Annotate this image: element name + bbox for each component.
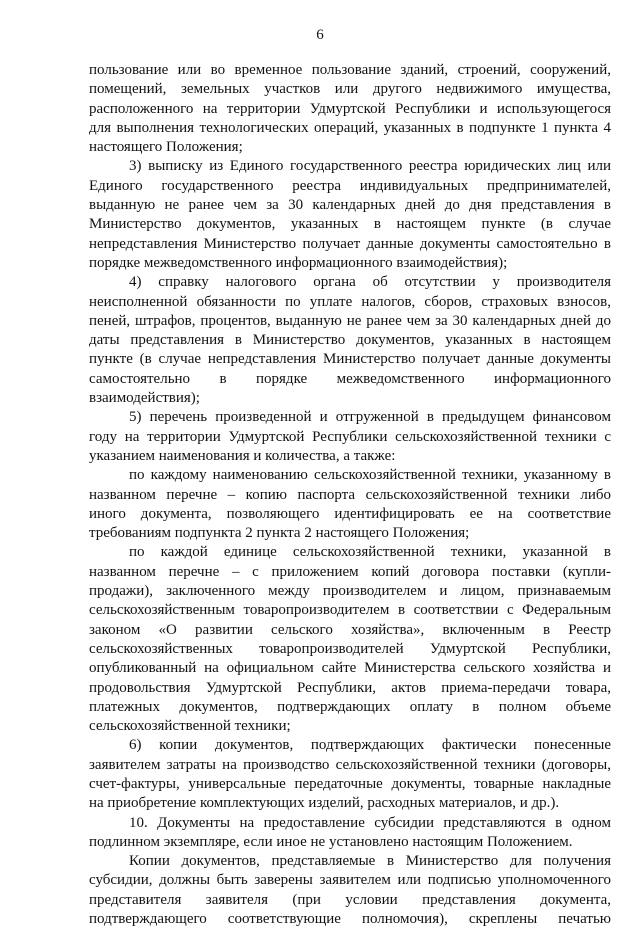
text-line: выданную не ранее чем за 30 календарных дней до дня представления в bbox=[89, 197, 611, 214]
text-line: пункте (в случае непредставления Министерство получает данные документы bbox=[89, 351, 611, 368]
text-line: 4) справку налогового органа об отсутствии у производителя bbox=[129, 274, 611, 291]
text-line: пеней, штрафов, процентов, выданную не ранее чем за 30 календарных дней до bbox=[89, 312, 611, 329]
text-line: продажи), заключенного между производителем и лицом, признаваемым bbox=[89, 583, 611, 600]
text-line: 5) перечень произведенной и отгруженной в предыдущем финансовом bbox=[129, 409, 611, 426]
text-line: требованиям подпункта 2 пункта 2 настоящего Положения; bbox=[89, 525, 470, 542]
text-line: 6) копии документов, подтверждающих фактически понесенные bbox=[129, 737, 611, 754]
text-line: порядке межведомственного информационного взаимодействия); bbox=[89, 254, 508, 271]
text-line: взаимодействия); bbox=[89, 390, 200, 407]
text-line: сельскохозяйственной техники; bbox=[89, 718, 291, 735]
text-line: Министерство документов, указанных в настоящем пункте (в случае bbox=[89, 216, 611, 233]
text-line: на приобретение комплектующих изделий, расходных материалов, и др.). bbox=[89, 795, 560, 812]
text-line: для выполнения технологических операций, указанных в подпункте 1 пункта 4 bbox=[89, 119, 611, 136]
text-line: названном перечне – копию паспорта сельскохозяйственной техники либо bbox=[89, 486, 611, 503]
text-line: сельскохозяйственным товаропроизводителем в соответствии с Федеральным bbox=[89, 602, 611, 619]
text-line: помещений, земельных участков или другого недвижимого имущества, bbox=[89, 81, 611, 98]
text-line: даты представления в Министерство документов, указанных в настоящем bbox=[89, 332, 611, 349]
text-line: продовольствия Удмуртской Республики, актов приема-передачи товара, bbox=[89, 679, 611, 696]
page-number: 6 bbox=[316, 27, 324, 43]
text-line: иного документа, позволяющего идентифицировать ее на соответствие bbox=[89, 505, 611, 522]
text-line: указанием наименования и количества, а также: bbox=[89, 447, 396, 464]
text-line: субсидии, должны быть заверены заявителем или подписью уполномоченного bbox=[89, 872, 611, 889]
text-line: законом «О развитии сельского хозяйства», включенным в Реестр bbox=[89, 621, 611, 638]
text-line: непредставления Министерство получает данные документы самостоятельно в bbox=[89, 235, 611, 252]
text-line: пользование или во временное пользование зданий, строений, сооружений, bbox=[89, 62, 611, 78]
text-line: заявителем затраты на производство сельскохозяйственной техники (договоры, bbox=[89, 756, 611, 773]
text-line: по каждому наименованию сельскохозяйственной техники, указанному в bbox=[129, 467, 611, 484]
text-line: 3) выписку из Единого государственного реестра юридических лиц или bbox=[129, 158, 611, 175]
text-line: платежных документов, подтверждающих оплату в полном объеме bbox=[89, 698, 611, 715]
text-line: опубликованный на официальном сайте Министерства сельского хозяйства и bbox=[89, 660, 611, 677]
text-line: году на территории Удмуртской Республики сельскохозяйственной техники с bbox=[89, 428, 611, 445]
text-line: представителя заявителя (при условии представления документа, bbox=[89, 891, 611, 908]
text-line: названном перечне – с приложением копий договора поставки (купли- bbox=[89, 563, 611, 580]
text-line: настоящего Положения; bbox=[89, 139, 243, 156]
text-line: подтверждающего соответствующие полномочия), скреплены печатью bbox=[89, 911, 611, 928]
document-body bbox=[89, 61, 611, 929]
text-line: Единого государственного реестра индивидуальных предпринимателей, bbox=[89, 177, 611, 194]
text-line: расположенного на территории Удмуртской Республики и использующегося bbox=[89, 100, 611, 117]
text-line: 10. Документы на предоставление субсидии представляются в одном bbox=[129, 814, 611, 831]
text-line: сельскохозяйственных товаропроизводителей Удмуртской Республики, bbox=[89, 640, 611, 657]
text-line: по каждой единице сельскохозяйственной техники, указанной в bbox=[129, 544, 611, 561]
text-line: счет-фактуры, универсальные передаточные документы, товарные накладные bbox=[89, 775, 611, 792]
text-line: самостоятельно в порядке межведомственного информационного bbox=[89, 370, 611, 387]
text-line: Копии документов, представляемые в Министерство для получения bbox=[129, 853, 611, 870]
text-line: неисполненной обязанности по уплате налогов, сборов, страховых взносов, bbox=[89, 293, 611, 310]
text-line: подлинном экземпляре, если иное не установлено настоящим Положением. bbox=[89, 833, 573, 850]
